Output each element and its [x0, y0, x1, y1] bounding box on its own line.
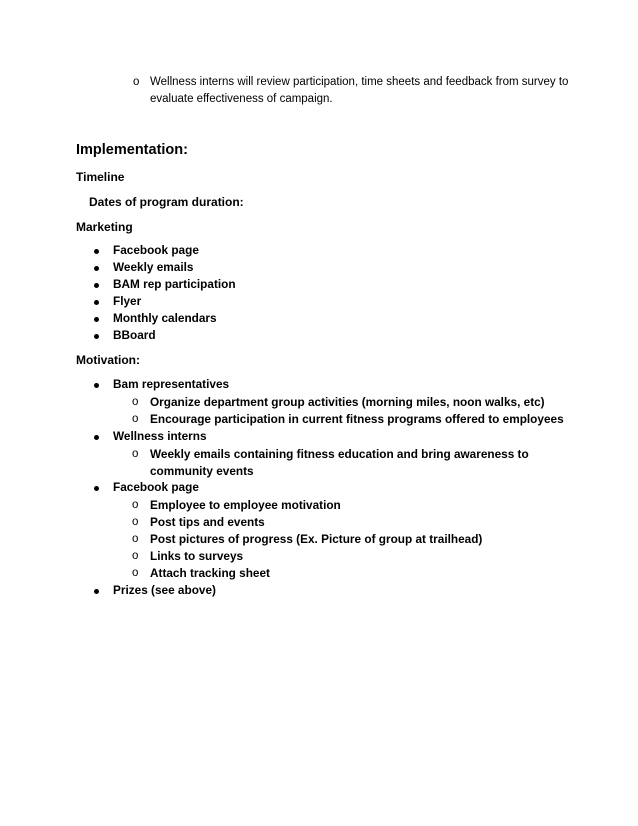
bullet-icon [94, 334, 99, 339]
motivation-label: Motivation: [76, 353, 140, 367]
sub-bullet-marker: o [132, 499, 139, 511]
sub-bullet-marker: o [132, 448, 139, 460]
motivation-item: Facebook page [113, 480, 199, 494]
sub-bullet-marker: o [132, 567, 139, 579]
bullet-icon [94, 300, 99, 305]
motivation-sub-item: Employee to employee motivation [150, 498, 341, 512]
motivation-sub-item: Attach tracking sheet [150, 566, 270, 580]
motivation-sub-item: Weekly emails containing fitness education and bring awareness to community events [150, 447, 529, 478]
bullet-icon [94, 435, 99, 440]
bullet-icon [94, 317, 99, 322]
marketing-item: Facebook page [113, 243, 199, 257]
dates-label: Dates of program duration: [89, 195, 244, 209]
sub-bullet-marker: o [133, 76, 140, 88]
bullet-icon [94, 383, 99, 388]
sub-bullet-marker: o [132, 413, 139, 425]
bullet-icon [94, 486, 99, 491]
motivation-sub-item: Organize department group activities (morning miles, noon walks, etc) [150, 395, 545, 409]
intro-sub-item [133, 74, 583, 108]
motivation-item: Wellness interns [113, 429, 207, 443]
marketing-item: BAM rep participation [113, 277, 236, 291]
intro-sub-text: Wellness interns will review participation, time sheets and feedback from survey to evaluate effectiveness of campaign. [150, 76, 569, 105]
motivation-item: Prizes (see above) [113, 583, 216, 597]
bullet-icon [94, 249, 99, 254]
motivation-sub-item: Encourage participation in current fitness programs offered to employees [150, 412, 564, 426]
sub-bullet-marker: o [132, 533, 139, 545]
motivation-sub-item: Links to surveys [150, 549, 244, 563]
motivation-sub-item: Post pictures of progress (Ex. Picture of group at trailhead) [150, 532, 483, 546]
marketing-label: Marketing [76, 220, 133, 234]
sub-bullet-marker: o [132, 550, 139, 562]
motivation-item: Bam representatives [113, 377, 230, 391]
marketing-item: Flyer [113, 294, 142, 308]
motivation-sub-item: Post tips and events [150, 515, 265, 529]
bullet-icon [94, 589, 99, 594]
sub-bullet-marker: o [132, 516, 139, 528]
bullet-icon [94, 283, 99, 288]
marketing-item: Monthly calendars [113, 311, 217, 325]
marketing-item: BBoard [113, 328, 156, 342]
implementation-heading: Implementation: [76, 142, 188, 158]
timeline-label: Timeline [76, 170, 125, 184]
sub-bullet-marker: o [132, 396, 139, 408]
bullet-icon [94, 266, 99, 271]
marketing-item: Weekly emails [113, 260, 194, 274]
